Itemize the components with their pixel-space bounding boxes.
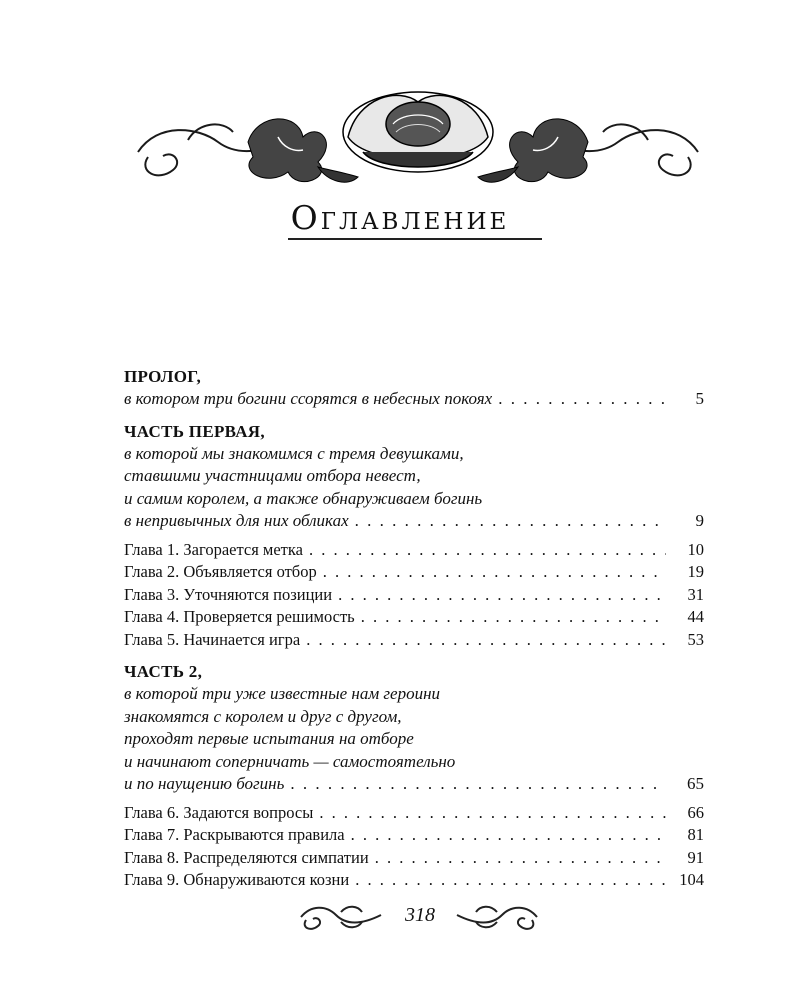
page-number: 318: [405, 904, 435, 926]
flourish-right-ornament: [452, 900, 542, 934]
chapter-title: Глава 8. Распределяются симпатии: [124, 847, 369, 867]
chapter-page: 81: [687, 825, 704, 844]
chapter-title: Глава 3. Уточняются позиции: [124, 584, 333, 604]
part1-desc-line: в которой мы знакомимся с тремя девушками,: [124, 443, 464, 463]
dot-leader: [355, 869, 666, 892]
part1-desc-line: и самим королем, а также обнаруживаем богинь: [124, 488, 483, 508]
dot-leader: [361, 606, 666, 629]
part2-heading: ЧАСТЬ 2,: [124, 662, 203, 681]
part1-entry[interactable]: [124, 510, 704, 533]
chapter-entry[interactable]: [124, 824, 704, 847]
chapter-page: 44: [687, 607, 704, 626]
chapter-title: Глава 1. Загорается метка: [124, 539, 303, 559]
chapter-entry[interactable]: [124, 539, 704, 562]
chapter-title: Глава 9. Обнаруживаются козни: [124, 870, 350, 889]
dot-leader: [498, 388, 666, 411]
chapter-page: 19: [687, 562, 704, 581]
part2-chapters: [124, 802, 704, 892]
part1-desc-line: ставшими участницами отбора невест,: [124, 466, 421, 485]
part2-page: 65: [687, 774, 704, 793]
part2-desc-line: в которой три уже известные нам героини: [124, 684, 441, 703]
part2-desc-line: и начинают соперничать — самостоятельно: [124, 751, 456, 771]
part1-heading: ЧАСТЬ ПЕРВАЯ,: [124, 421, 265, 441]
part2-desc-last: и по наущению богинь: [124, 774, 285, 793]
chapter-page: 104: [679, 870, 704, 889]
chapter-title: Глава 7. Раскрываются правила: [124, 825, 345, 844]
chapter-title: Глава 4. Проверяется решимость: [124, 607, 355, 626]
dot-leader: [323, 561, 666, 584]
dot-leader: [355, 510, 666, 533]
part1-page: 9: [695, 511, 704, 530]
prologue-desc: в котором три богини ссорятся в небесных покоях: [124, 389, 493, 408]
prologue-page: 5: [695, 389, 704, 408]
chapter-page: 10: [687, 539, 704, 559]
chapter-title: Глава 6. Задаются вопросы: [124, 802, 314, 822]
dot-leader: [290, 773, 666, 796]
dot-leader: [338, 584, 666, 607]
chapter-entry[interactable]: [124, 584, 704, 607]
chapter-entry[interactable]: [124, 847, 704, 870]
chapter-entry[interactable]: [124, 869, 704, 892]
dot-leader: [306, 629, 666, 652]
prologue-entry[interactable]: [124, 388, 704, 411]
part1-desc-last: в непривычных для них обликах: [124, 511, 349, 530]
chapter-page: 31: [687, 584, 704, 604]
part2-entry[interactable]: [124, 773, 704, 796]
part2-desc-line: знакомятся с королем и друг с другом,: [124, 706, 402, 726]
dot-leader: [351, 824, 666, 847]
chapter-page: 66: [687, 802, 704, 822]
dot-leader: [319, 802, 666, 825]
chapter-page: 53: [687, 629, 704, 649]
part2-desc-line: проходят первые испытания на отборе: [124, 729, 414, 748]
part1-chapters: [124, 539, 704, 652]
chapter-entry[interactable]: [124, 561, 704, 584]
table-of-contents: [124, 366, 704, 892]
chapter-title: Глава 5. Начинается игра: [124, 629, 301, 649]
page-title: Оглавление: [290, 198, 510, 237]
floral-header-ornament: [128, 82, 708, 212]
chapter-entry[interactable]: [124, 802, 704, 825]
flourish-left-ornament: [296, 900, 386, 934]
chapter-entry[interactable]: [124, 629, 704, 652]
chapter-entry[interactable]: [124, 606, 704, 629]
chapter-page: 91: [687, 847, 704, 867]
prologue-heading: ПРОЛОГ,: [124, 367, 202, 386]
dot-leader: [375, 847, 666, 870]
title-underline: [288, 238, 542, 240]
dot-leader: [309, 539, 666, 562]
chapter-title: Глава 2. Объявляется отбор: [124, 562, 317, 581]
